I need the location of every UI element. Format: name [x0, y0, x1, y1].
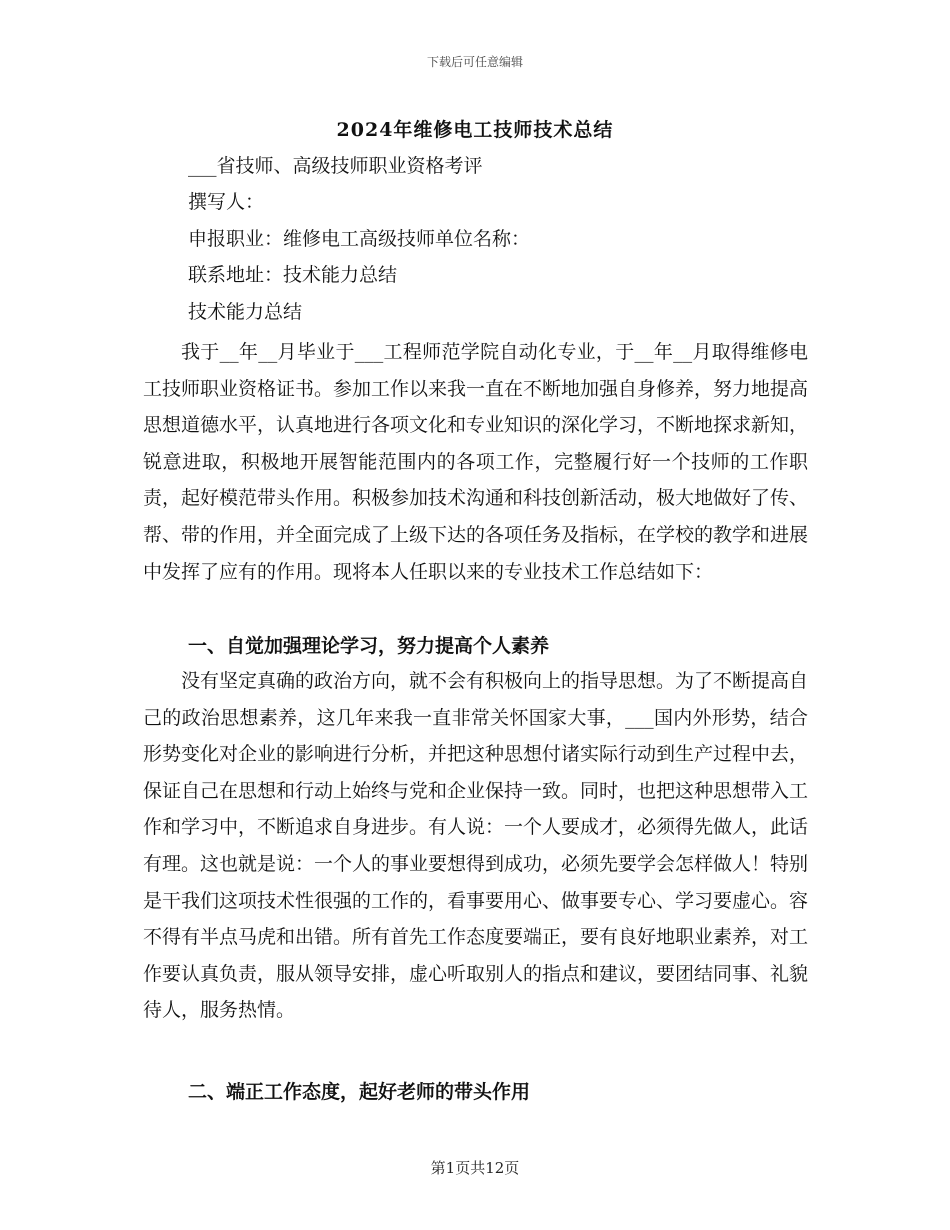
header-note: 下载后可任意编辑: [426, 55, 523, 69]
meta-line-section: 技术能力总结: [188, 301, 303, 323]
meta-line-occupation: 申报职业：维修电工高级技师单位名称：: [188, 228, 531, 250]
meta-line-address: 联系地址：技术能力总结: [188, 264, 398, 286]
meta-line-author: 撰写人：: [188, 191, 265, 213]
section-heading-1: 一、自觉加强理论学习，努力提高个人素养: [188, 635, 550, 657]
meta-line-exam: ___省技师、高级技师职业资格考评: [188, 155, 483, 177]
paragraph-section-1: 没有坚定真确的政治方向，就不会有积极向上的指导思想。为了不断提高自己的政治思想素养，这几年来我一直非常关怀国家大事，___国内外形势，结合形势变化对企业的影响进行分析，并把这种思想付诸实际行动到生产过程中去，保证自己在思想和行动上始终与党和企业保持一致。同时，也把这种思想带入工作和学习中，不断追求自身进步。有人说：一个人要成才，必须得先做人，此话有理。这也就是说：一个人的事业要想得到成功，必须先要学会怎样做人！特别是干我们这项技术性很强的工作的，看事要用心、做事要专心、学习要虚心。容不得有半点马虎和出错。所有首先工作态度要端正，要有良好地职业素养，对工作要认真负责，服从领导安排，虚心听取别人的指点和建议，要团结同事、礼貌待人，服务热情。: [143, 670, 809, 1022]
paragraph-intro: 我于__年__月毕业于___工程师范学院自动化专业，于__年__月取得维修电工技师职业资格证书。参加工作以来我一直在不断地加强自身修养，努力地提高思想道德水平，认真地进行各项文化和专业知识的深化学习，不断地探求新知，锐意进取，积极地开展智能范围内的各项工作，完整履行好一个技师的工作职责，起好模范带头作用。积极参加技术沟通和科技创新活动，极大地做好了传、帮、带的作用，并全面完成了上级下达的各项任务及指标，在学校的教学和进展中发挥了应有的作用。现将本人任职以来的专业技术工作总结如下：: [143, 341, 809, 583]
document-title: 2024年维修电工技师技术总结: [336, 119, 614, 141]
body-section-intro: [143, 334, 808, 590]
section-heading-2: 二、端正工作态度，起好老师的带头作用: [188, 1081, 531, 1103]
body-section-1: [143, 663, 808, 1029]
page-footer: 第1页共12页: [430, 1159, 520, 1177]
